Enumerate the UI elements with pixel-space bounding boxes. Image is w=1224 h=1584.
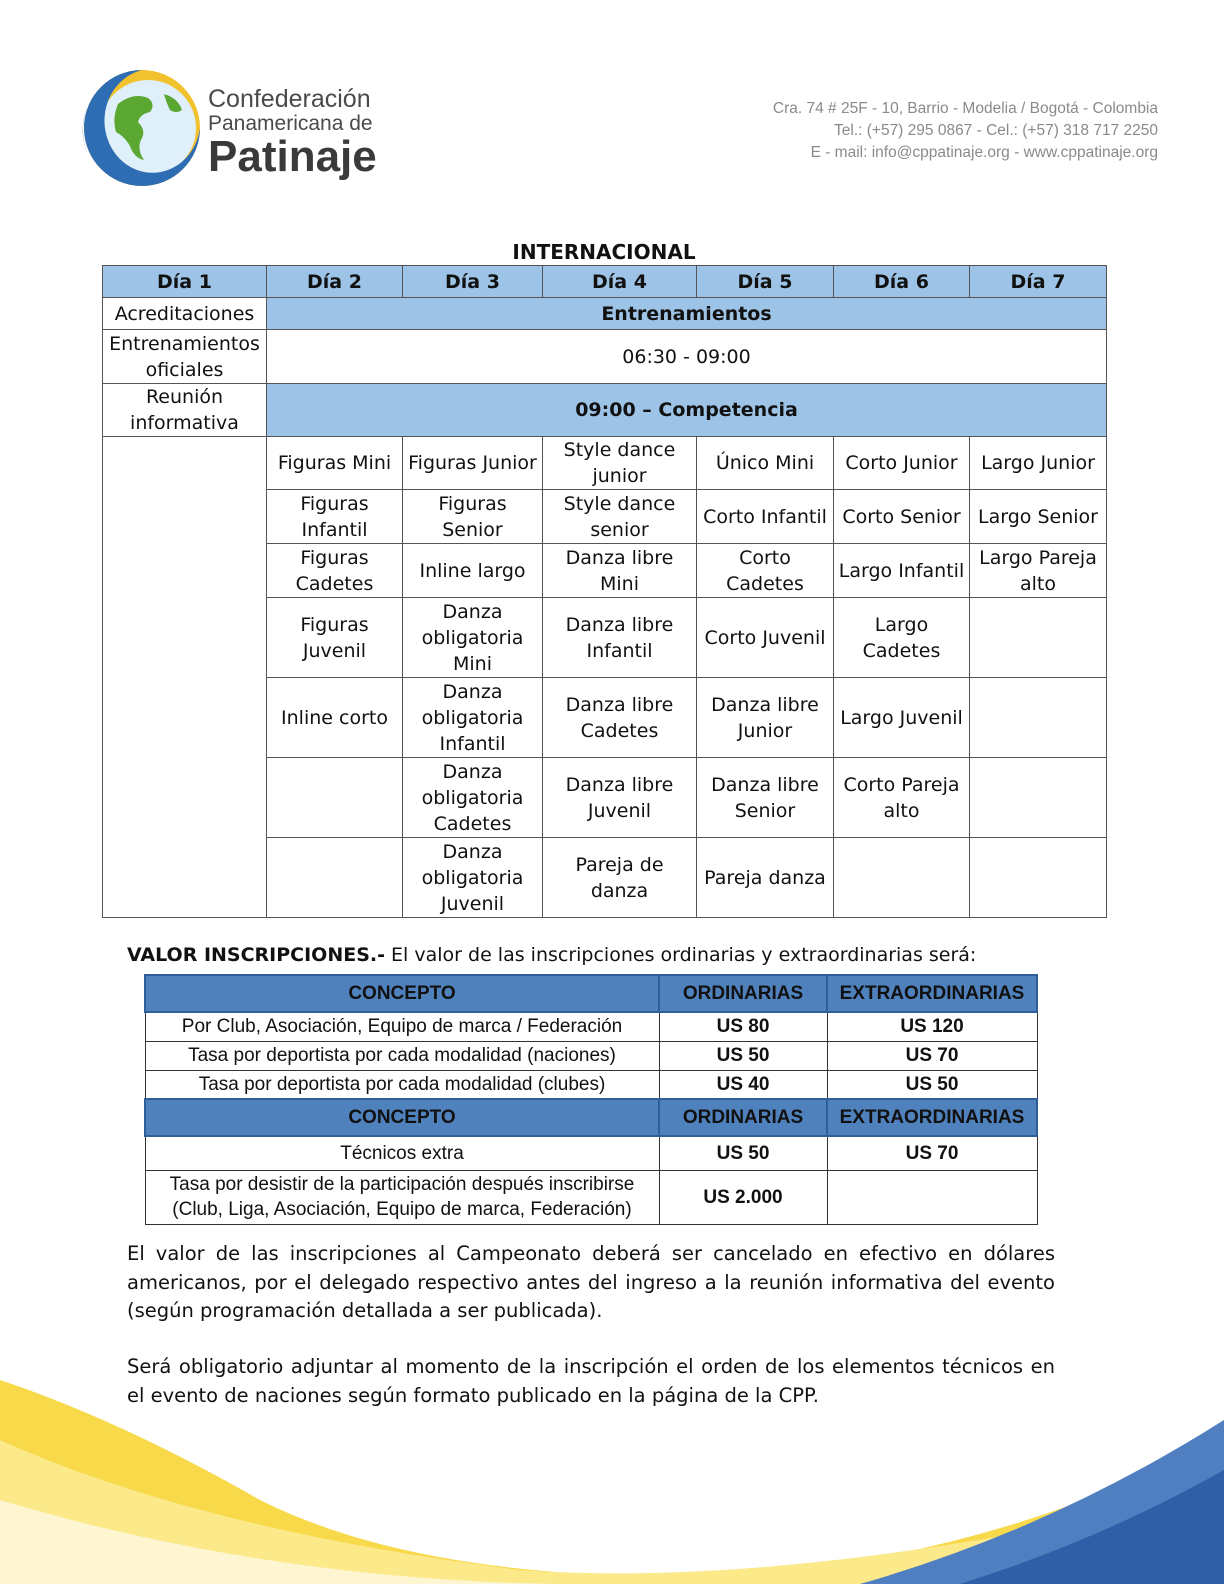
fee-ordinary: US 40	[659, 1070, 827, 1099]
event-cell: Danza libre Juvenil	[543, 758, 697, 838]
event-cell: Danza libre Mini	[543, 544, 697, 598]
event-cell: Pareja de danza	[543, 838, 697, 918]
event-cell: Figuras Infantil	[267, 490, 403, 544]
event-cell: Largo Cadetes	[834, 598, 970, 678]
event-cell: Figuras Cadetes	[267, 544, 403, 598]
fee-concept: Tasa por deportista por cada modalidad (naciones)	[145, 1041, 659, 1070]
day-header: Día 6	[834, 266, 970, 298]
entrenamientos-banner: Entrenamientos	[267, 298, 1107, 330]
payment-paragraph: El valor de las inscripciones al Campeonato deberá ser cancelado en efectivo en dólares americanos, por el delegado respectivo antes del ingreso a la reunión informativa del evento (según programación detallada a ser publicada).	[127, 1242, 1055, 1322]
schedule-header-row	[103, 266, 1107, 298]
event-cell: Largo Infantil	[834, 544, 970, 598]
col-header-concepto: CONCEPTO	[145, 975, 659, 1012]
col-header-ordinarias: ORDINARIAS	[659, 975, 827, 1012]
fee-concept: Tasa por deportista por cada modalidad (clubes)	[145, 1070, 659, 1099]
fee-extraordinary	[827, 1170, 1037, 1224]
table-row	[145, 1041, 1037, 1070]
org-name-line2: Panamericana de	[208, 112, 373, 135]
fees-table	[144, 974, 1038, 1225]
fees-intro-bold: VALOR INSCRIPCIONES.-	[127, 944, 386, 966]
table-row	[103, 330, 1107, 384]
event-cell: Figuras Senior	[403, 490, 543, 544]
day1-empty-cell	[103, 437, 267, 918]
event-cell: Danza obligatoria Juvenil	[403, 838, 543, 918]
fee-ordinary: US 50	[659, 1041, 827, 1070]
logo	[78, 64, 408, 194]
day-header: Día 1	[103, 266, 267, 298]
fee-concept: Tasa por desistir de la participación después inscribirse (Club, Liga, Asociación, Equipo de marca, Federación)	[145, 1170, 659, 1224]
event-cell	[970, 678, 1107, 758]
fee-concept: Por Club, Asociación, Equipo de marca / Federación	[145, 1012, 659, 1041]
event-cell: Pareja danza	[697, 838, 834, 918]
event-cell: Corto Senior	[834, 490, 970, 544]
event-cell: Danza libre Cadetes	[543, 678, 697, 758]
globe-logo-icon	[78, 64, 203, 194]
reunion-cell: Reunión informativa	[103, 384, 267, 437]
address: Cra. 74 # 25F - 10, Barrio - Modelia / Bogotá - Colombia	[772, 100, 1158, 117]
event-cell: Figuras Junior	[403, 437, 543, 490]
org-name-line1: Confederación	[208, 85, 371, 113]
table-row	[145, 1070, 1037, 1099]
day-header: Día 7	[970, 266, 1107, 298]
table-row	[103, 298, 1107, 330]
schedule-title: INTERNACIONAL	[512, 240, 696, 264]
event-cell	[834, 838, 970, 918]
event-cell: Largo Senior	[970, 490, 1107, 544]
elements-paragraph: Será obligatorio adjuntar al momento de la inscripción el orden de los elementos técnicos en el evento de naciones según formato publicado en la página de la CPP.	[127, 1355, 1055, 1407]
day-header: Día 3	[403, 266, 543, 298]
event-cell: Danza obligatoria Mini	[403, 598, 543, 678]
event-cell: Corto Pareja alto	[834, 758, 970, 838]
event-cell: Corto Cadetes	[697, 544, 834, 598]
event-cell: Inline corto	[267, 678, 403, 758]
col-header-ordinarias: ORDINARIAS	[659, 1099, 827, 1136]
event-cell: Único Mini	[697, 437, 834, 490]
fee-extraordinary: US 70	[827, 1136, 1037, 1170]
event-cell	[267, 758, 403, 838]
phones: Tel.: (+57) 295 0867 - Cel.: (+57) 318 717 2250	[834, 122, 1158, 139]
event-cell: Style dance junior	[543, 437, 697, 490]
fee-concept: Técnicos extra	[145, 1136, 659, 1170]
event-cell	[970, 838, 1107, 918]
event-cell: Corto Junior	[834, 437, 970, 490]
table-row	[103, 384, 1107, 437]
fee-extraordinary: US 70	[827, 1041, 1037, 1070]
event-cell: Figuras Mini	[267, 437, 403, 490]
event-cell: Corto Juvenil	[697, 598, 834, 678]
schedule-table	[102, 265, 1107, 918]
event-cell: Figuras Juvenil	[267, 598, 403, 678]
email-web: E - mail: info@cppatinaje.org - www.cppatinaje.org	[810, 144, 1158, 161]
training-time: 06:30 - 09:00	[267, 330, 1107, 384]
event-cell	[970, 758, 1107, 838]
day-header: Día 4	[543, 266, 697, 298]
fee-ordinary: US 2.000	[659, 1170, 827, 1224]
fee-extraordinary: US 50	[827, 1070, 1037, 1099]
footer-wave	[0, 1380, 1224, 1584]
table-row	[145, 1136, 1037, 1170]
table-row	[103, 437, 1107, 490]
event-cell: Inline largo	[403, 544, 543, 598]
fee-ordinary: US 80	[659, 1012, 827, 1041]
fees-header-row	[145, 975, 1037, 1012]
event-cell	[267, 838, 403, 918]
fees-intro	[127, 944, 976, 966]
event-cell: Corto Infantil	[697, 490, 834, 544]
fees-header-row	[145, 1099, 1037, 1136]
event-cell: Largo Juvenil	[834, 678, 970, 758]
event-cell: Style dance senior	[543, 490, 697, 544]
acreditaciones-cell: Acreditaciones	[103, 298, 267, 330]
day-header: Día 2	[267, 266, 403, 298]
event-cell: Largo Pareja alto	[970, 544, 1107, 598]
col-header-extraordinarias: EXTRAORDINARIAS	[827, 975, 1037, 1012]
event-cell	[970, 598, 1107, 678]
fee-ordinary: US 50	[659, 1136, 827, 1170]
entrenamientos-oficiales-cell: Entrenamientos oficiales	[103, 330, 267, 384]
contact-info	[773, 98, 1158, 164]
competencia-banner: 09:00 – Competencia	[267, 384, 1107, 437]
event-cell: Largo Junior	[970, 437, 1107, 490]
table-row	[145, 1170, 1037, 1224]
col-header-extraordinarias: EXTRAORDINARIAS	[827, 1099, 1037, 1136]
col-header-concepto: CONCEPTO	[145, 1099, 659, 1136]
event-cell: Danza libre Senior	[697, 758, 834, 838]
event-cell: Danza obligatoria Cadetes	[403, 758, 543, 838]
event-cell: Danza libre Infantil	[543, 598, 697, 678]
org-name-line3: Patinaje	[208, 132, 377, 181]
event-cell: Danza obligatoria Infantil	[403, 678, 543, 758]
fees-intro-text: El valor de las inscripciones ordinarias y extraordinarias será:	[385, 944, 977, 966]
table-row	[145, 1012, 1037, 1041]
event-cell: Danza libre Junior	[697, 678, 834, 758]
fee-extraordinary: US 120	[827, 1012, 1037, 1041]
day-header: Día 5	[697, 266, 834, 298]
